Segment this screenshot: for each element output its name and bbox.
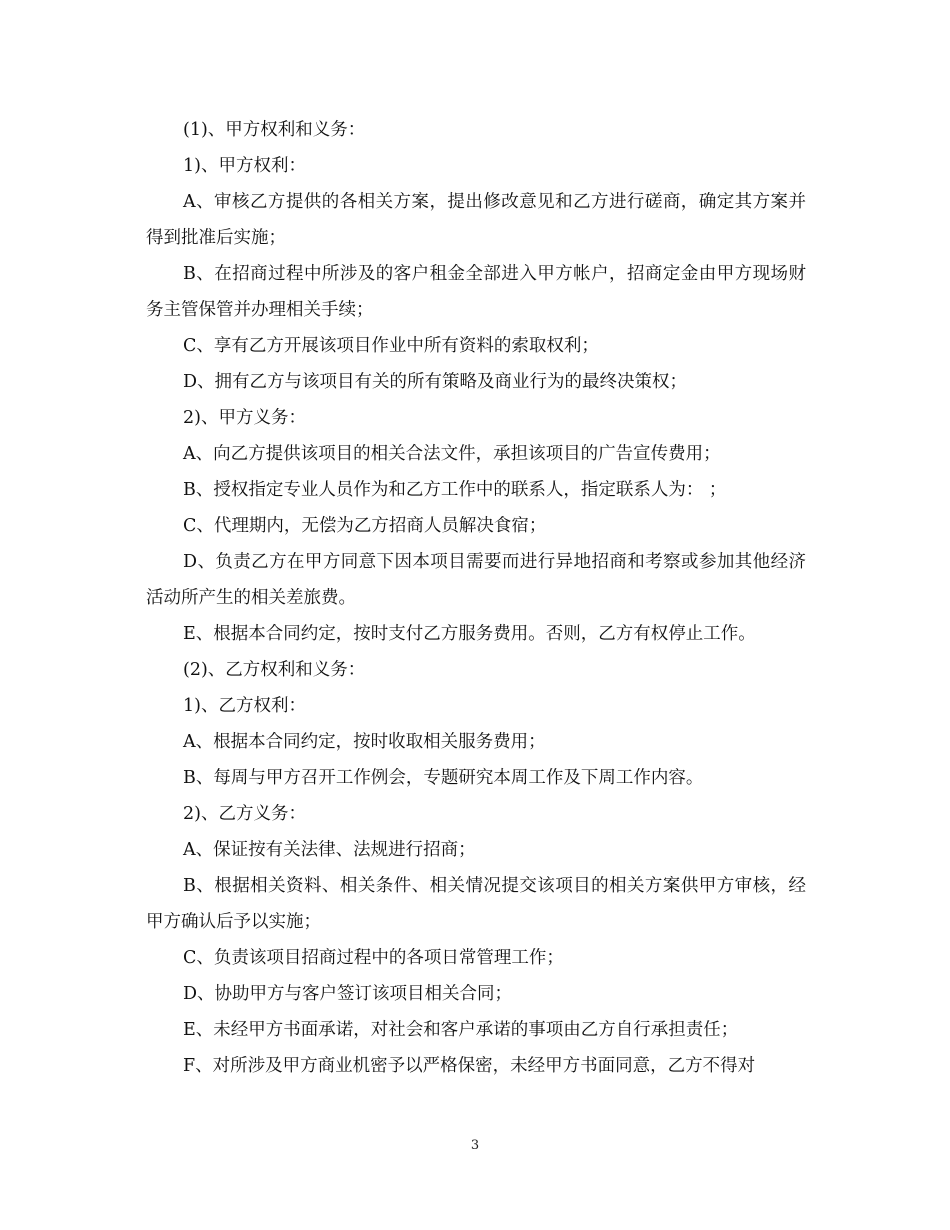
page-number: 3: [470, 1138, 480, 1153]
paragraph: D、拥有乙方与该项目有关的所有策略及商业行为的最终决策权；: [183, 372, 688, 392]
document-body: [146, 112, 806, 1084]
paragraph: B、每周与甲方召开工作例会，专题研究本周工作及下周工作内容。: [183, 768, 704, 788]
paragraph: D、协助甲方与客户签订该项目相关合同；: [183, 984, 513, 1004]
section-heading-party-a: (1)、甲方权利和义务：: [183, 120, 366, 140]
paragraph: A、审核乙方提供的各相关方案，提出修改意见和乙方进行磋商，确定其方案并得到批准后实施；: [146, 192, 806, 248]
paragraph: C、享有乙方开展该项目作业中所有资料的索取权利；: [183, 336, 599, 356]
paragraph: B、授权指定专业人员作为和乙方工作中的联系人，指定联系人为： ；: [183, 480, 727, 500]
subsection-heading-party-a-rights: 1)、甲方权利：: [183, 156, 306, 176]
paragraph: E、未经甲方书面承诺，对社会和客户承诺的事项由乙方自行承担责任；: [183, 1020, 739, 1040]
paragraph: F、对所涉及甲方商业机密予以严格保密，未经甲方书面同意，乙方不得对: [183, 1056, 756, 1076]
paragraph: B、根据相关资料、相关条件、相关情况提交该项目的相关方案供甲方审核，经甲方确认后予以实施；: [146, 876, 806, 932]
paragraph: B、在招商过程中所涉及的客户租金全部进入甲方帐户，招商定金由甲方现场财务主管保管并办理相关手续；: [146, 264, 806, 320]
paragraph: A、向乙方提供该项目的相关合法文件，承担该项目的广告宣传费用；: [183, 444, 721, 464]
subsection-heading-party-b-duties: 2)、乙方义务：: [183, 804, 306, 824]
subsection-heading-party-b-rights: 1)、乙方权利：: [183, 696, 306, 716]
paragraph: C、负责该项目招商过程中的各项日常管理工作；: [183, 948, 564, 968]
subsection-heading-party-a-duties: 2)、甲方义务：: [183, 408, 306, 428]
paragraph: E、根据本合同约定，按时支付乙方服务费用。否则，乙方有权停止工作。: [183, 624, 756, 644]
paragraph: A、根据本合同约定，按时收取相关服务费用；: [183, 732, 546, 752]
paragraph: A、保证按有关法律、法规进行招商；: [183, 840, 476, 860]
section-heading-party-b: (2)、乙方权利和义务：: [183, 660, 366, 680]
paragraph: D、负责乙方在甲方同意下因本项目需要而进行异地招商和考察或参加其他经济活动所产生的相关差旅费。: [146, 552, 806, 608]
paragraph: C、代理期内，无偿为乙方招商人员解决食宿；: [183, 516, 547, 536]
